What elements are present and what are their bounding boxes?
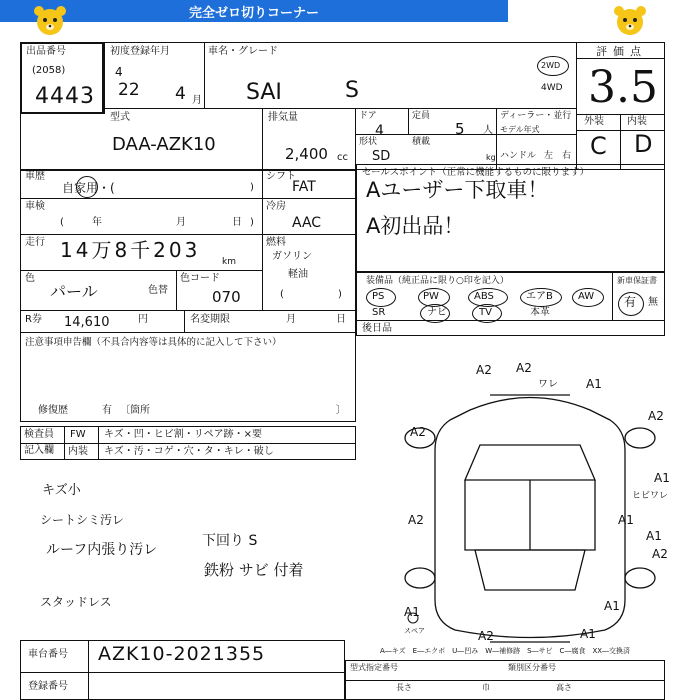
type-spec-label: 型式指定番号 (350, 663, 398, 672)
score-value: 3.5 (588, 62, 658, 113)
diagram-note-1: ワレ (538, 379, 558, 390)
equipment-label: 装備品（純正品に限り○印を記入） (366, 276, 509, 286)
equip-navi: ナビ (427, 307, 447, 318)
inspector-fw-items: キズ・凹・ヒビ割・リペア跡・×要 (104, 429, 262, 440)
fuel-close: ) (338, 289, 342, 300)
fuel-open: ( (280, 289, 284, 300)
diagram-mark-8: A1 (646, 529, 662, 543)
handle-right: 右 (562, 151, 572, 161)
dealer-label: ディーラー・並行 (500, 111, 572, 121)
remark-line-4: 下回り S (202, 533, 258, 549)
lot-sub-number: (2058) (32, 65, 66, 76)
color-code-label: 色コード (180, 273, 220, 284)
model-label: 型式 (110, 112, 130, 123)
model-value: DAA-AZK10 (112, 134, 216, 155)
fuel-label: 燃料 (266, 237, 286, 248)
inspection-open: ( (60, 217, 64, 228)
drive-2wd: 2WD (541, 61, 561, 70)
equip-abs: ABS (474, 291, 494, 302)
repair-label: 修復歴 (38, 405, 68, 416)
equip-leather: 本革 (530, 307, 550, 318)
fuel-diesel: 軽油 (288, 269, 308, 280)
sales-points-label: セールスポイント（正常に機能するものに限ります） (362, 167, 590, 178)
load-unit: kg (486, 153, 496, 162)
sales-point-2: A初出品！ (366, 214, 465, 238)
equip-aw: AW (578, 291, 595, 302)
recycle-deadline-label: 名変期限 (190, 314, 230, 325)
diagram-mark-4: A2 (648, 409, 664, 423)
diagram-mark-10: A1 (404, 605, 420, 619)
color-value: パール (50, 282, 98, 301)
diagram-mark-12: A2 (478, 629, 494, 643)
lot-number: 4443 (35, 84, 95, 109)
aircon-value: AAC (292, 215, 322, 231)
header-title: 完全ゼロ切りコーナー (0, 0, 508, 22)
inspection-month-unit: 月 (176, 217, 186, 228)
recycle-unit: 円 (138, 314, 148, 325)
history-circle (76, 176, 98, 198)
equip-tv: TV (479, 307, 492, 318)
recycle-day-unit: 日 (336, 314, 346, 325)
remark-line-3: ルーフ内張り汚レ (46, 542, 158, 558)
warranty-no: 無 (648, 297, 658, 308)
aircon-label: 冷房 (266, 201, 286, 212)
fuel-gasoline: ガソリン (272, 251, 312, 262)
shift-value: FAT (292, 179, 316, 195)
interior-label: 内装 (627, 116, 647, 127)
equip-sr: SR (372, 307, 386, 318)
chassis-value: AZK10-2021355 (98, 643, 266, 665)
first-registration-label: 初度登録年月 (110, 46, 170, 57)
bear-mascot-icon (28, 2, 72, 40)
exterior-label: 外装 (584, 116, 604, 127)
remark-label: 記入欄 (24, 445, 54, 456)
diagram-mark-5: A2 (410, 425, 426, 439)
inspection-day-unit: 日 (232, 217, 242, 228)
repair-location-label: 〔箇所 (120, 405, 150, 416)
first-registration-year: 22 (118, 80, 140, 100)
equip-ps: PS (372, 291, 385, 302)
inspector-interior-items: キズ・汚・コゲ・穴・タ・キレ・破し (104, 446, 274, 457)
class-label: 類別区分番号 (508, 663, 556, 672)
inspection-close: ) (250, 217, 254, 228)
shift-label: シフト (266, 171, 296, 182)
diagram-mark-1: A2 (476, 363, 492, 377)
diagram-mark-2: A2 (516, 361, 532, 375)
interior-value: D (634, 130, 653, 158)
repair-value: 有 (102, 405, 112, 416)
diagram-mark-7: A2 (408, 513, 424, 527)
drive-4wd: 4WD (541, 83, 563, 93)
color-label: 色 (25, 273, 35, 284)
diagram-mark-13: A1 (604, 599, 620, 613)
first-registration-era: 4 (115, 65, 123, 79)
car-grade: S (345, 78, 359, 103)
bear-mascot-icon (608, 2, 652, 40)
warranty-label: 新車保証書 (617, 276, 657, 285)
model-year-label: モデル年式 (500, 125, 540, 134)
inspection-year-unit: 年 (92, 217, 102, 228)
drive-2wd-circle (537, 56, 569, 76)
recycle-label: R券 (25, 314, 42, 325)
repair-location-close: 〕 (336, 405, 346, 416)
displacement-unit: cc (337, 152, 348, 163)
diagram-note-3: スペア (404, 627, 425, 635)
diagram-mark-3: A1 (586, 377, 602, 391)
score-label: 評価点 (596, 45, 647, 58)
lot-number-label: 出品番号 (26, 46, 66, 57)
equip-airbag: エアB (526, 291, 553, 302)
notes-label: 注意事項申告欄（不具合内容等は具体的に記入して下さい） (25, 337, 282, 348)
recycle-month-unit: 月 (286, 314, 296, 325)
inspection-label: 車検 (25, 201, 45, 212)
displacement-value: 2,400 (285, 145, 328, 163)
history-value: 自家用・( (62, 181, 115, 195)
displacement-label: 排気量 (268, 112, 298, 123)
recycle-value: 14,610 (64, 315, 110, 330)
registration-label: 登録番号 (28, 681, 68, 692)
car-name-label: 車名・グレード (208, 46, 278, 57)
equip-aw-circle (572, 288, 604, 307)
capacity-value: 5 (455, 120, 465, 138)
remark-line-5: 鉄粉 サビ 付着 (204, 561, 304, 579)
diagram-mark-6: A1 (654, 471, 670, 485)
equip-airbag-circle (520, 288, 562, 307)
warranty-yes-circle (618, 292, 644, 316)
doors-value: 4 (375, 123, 384, 139)
remark-line-6: スタッドレス (40, 595, 112, 609)
inspector-label: 検査員 (24, 429, 54, 440)
exterior-value: C (590, 132, 607, 160)
equip-ps-circle (366, 288, 396, 307)
chassis-label: 車台番号 (28, 649, 68, 660)
color-change-label: 色替 (148, 285, 168, 296)
inspector-fw: FW (70, 429, 86, 440)
remark-line-1: キズ小 (42, 483, 81, 498)
history-close: ) (250, 182, 254, 193)
doors-label: ドア (359, 111, 377, 121)
equip-pw: PW (423, 291, 439, 302)
car-name: SAI (246, 80, 282, 105)
mileage-label: 走行 (25, 237, 45, 248)
warranty-yes: 有 (624, 295, 637, 309)
diagram-mark-9: A2 (652, 547, 668, 561)
color-code-value: 070 (212, 288, 241, 306)
load-label: 積載 (412, 137, 431, 147)
shape-label: 形状 (359, 137, 378, 147)
sales-point-1: Aユーザー下取車！ (366, 178, 549, 202)
length-label: 長さ (396, 683, 412, 692)
width-label: 巾 (482, 683, 490, 692)
capacity-label: 定員 (412, 111, 431, 121)
height-label: 高さ (556, 683, 572, 692)
mileage-value: 14万8千203 (60, 238, 201, 262)
first-registration-month: 4 (175, 84, 186, 104)
inspector-interior: 内装 (68, 446, 88, 457)
diagram-legend: A―キズ E―エクボ U―凹み W―補修跡 S―サビ C―腐食 XX―交換済 (380, 647, 631, 655)
diagram-mark-14: A1 (618, 513, 634, 527)
capacity-unit: 人 (483, 125, 493, 136)
first-registration-month-unit: 月 (192, 95, 202, 106)
rear-seat-label: 後日品 (362, 323, 392, 334)
diagram-mark-11: A1 (580, 627, 596, 641)
handle-left: 左 (544, 151, 554, 161)
diagram-note-2: ヒビワレ (632, 491, 669, 501)
shape-value: SD (372, 149, 391, 164)
remark-line-2: シートシミ汚レ (40, 513, 125, 527)
handle-label: ハンドル (500, 151, 537, 161)
history-label: 車歴 (25, 171, 45, 182)
mileage-unit: km (222, 257, 236, 267)
